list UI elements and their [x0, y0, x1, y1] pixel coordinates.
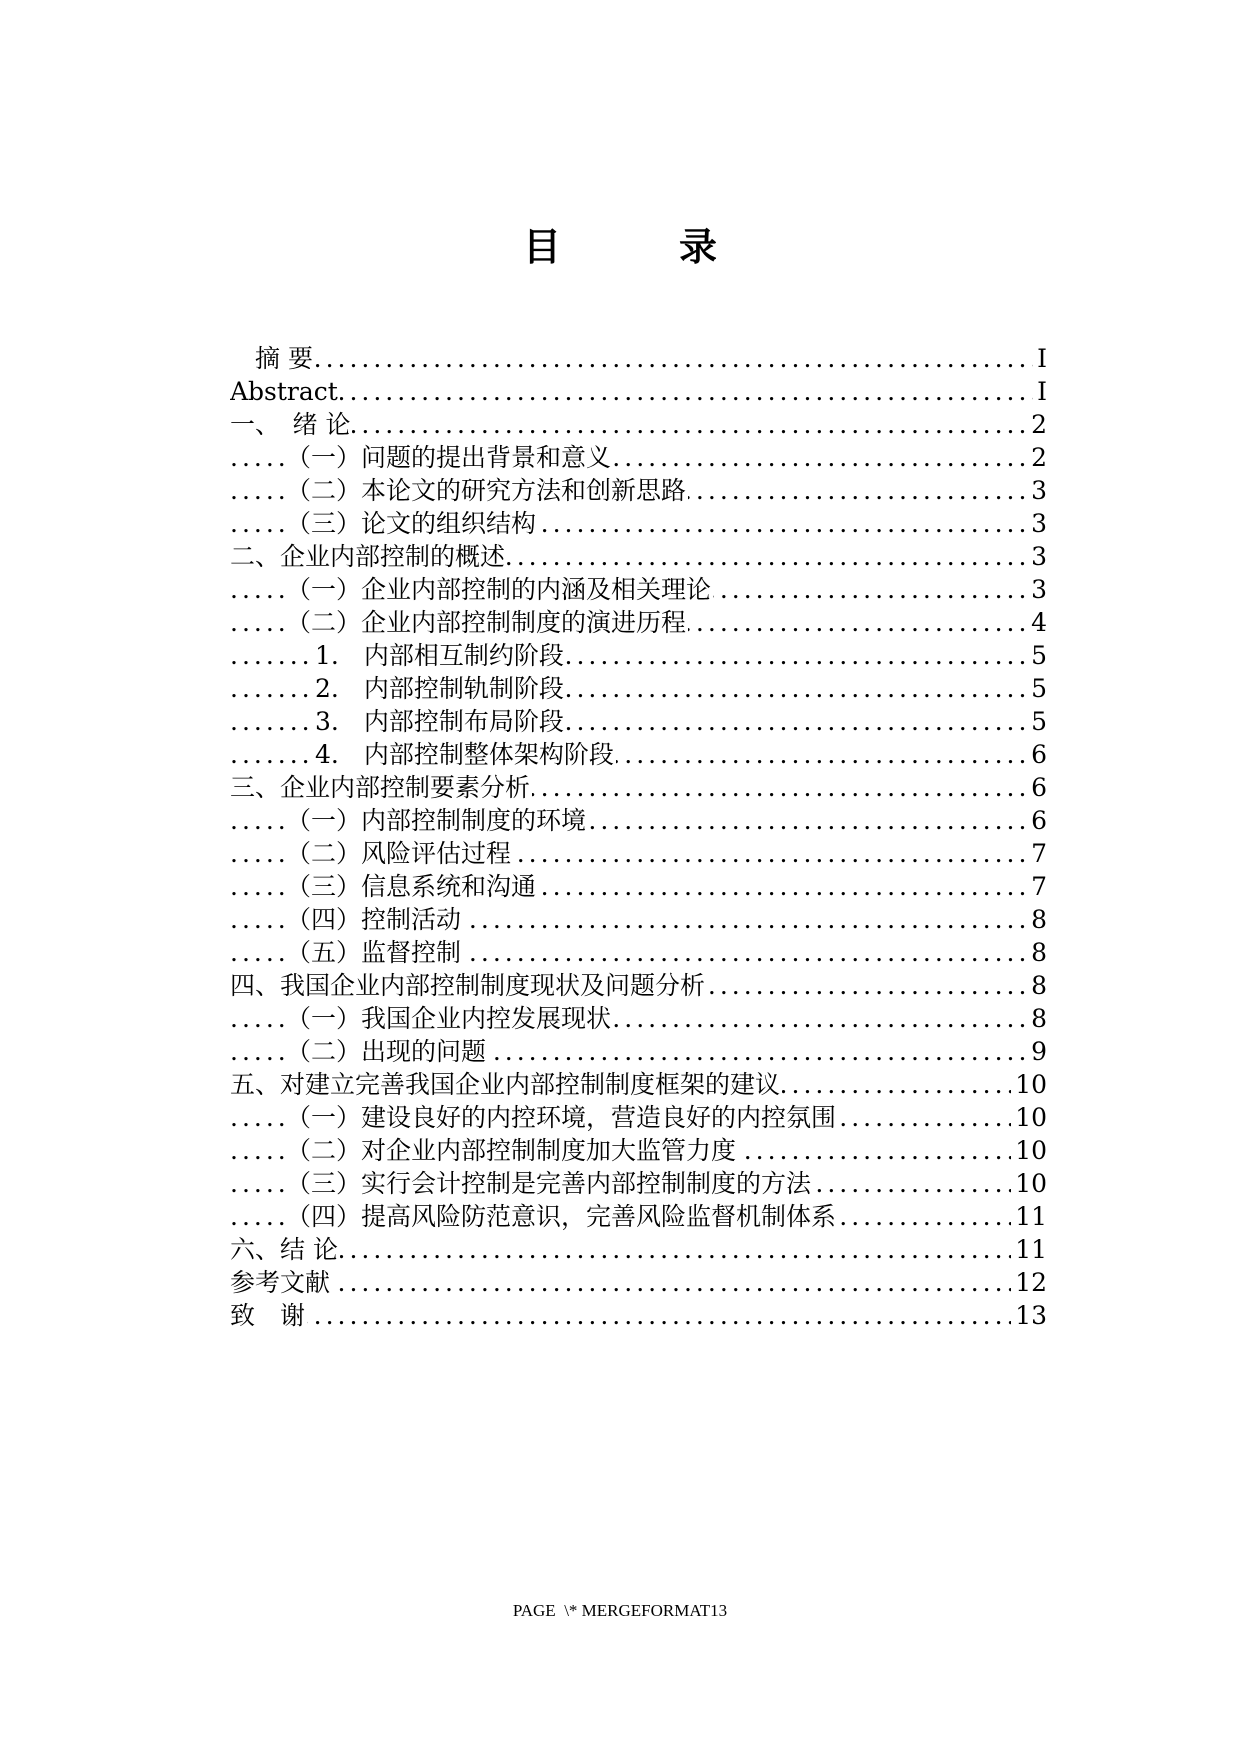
- toc-entry-page-number: 7: [1027, 870, 1047, 903]
- toc-entry-label: 一、 绪 论: [230, 410, 351, 439]
- toc-entry[interactable]: [230, 474, 1047, 507]
- toc-entry[interactable]: [230, 903, 1047, 936]
- toc-entry-page-number: 5: [1027, 672, 1047, 705]
- toc-entry[interactable]: [230, 639, 1047, 672]
- toc-entry-label: （四）提高风险防范意识，完善风险监督机制体系: [286, 1202, 837, 1231]
- toc-entry[interactable]: [230, 540, 1047, 573]
- toc-entry-page-number: 5: [1027, 705, 1047, 738]
- toc-entry[interactable]: [230, 1035, 1047, 1068]
- toc-entry-page-number: 4: [1027, 606, 1047, 639]
- toc-entry-page-number: 12: [1011, 1266, 1047, 1299]
- toc-entry[interactable]: [230, 1134, 1047, 1167]
- toc-entry[interactable]: [230, 408, 1047, 441]
- toc-entry-label: （四）控制活动: [286, 905, 462, 934]
- toc-entry-label: （二）企业内部控制制度的演进历程: [286, 608, 687, 637]
- toc-entry-label: 3. 内部控制布局阶段: [315, 707, 564, 736]
- toc-entry[interactable]: [230, 837, 1047, 870]
- toc-entry[interactable]: [230, 936, 1047, 969]
- toc-entry[interactable]: [230, 1200, 1047, 1233]
- toc-entry-label: 二、企业内部控制的概述: [230, 542, 506, 571]
- toc-entry[interactable]: [230, 441, 1047, 474]
- toc-entry[interactable]: [230, 672, 1047, 705]
- table-of-contents: [230, 342, 1047, 1332]
- toc-entry[interactable]: [230, 1002, 1047, 1035]
- toc-entry-page-number: 8: [1027, 936, 1047, 969]
- toc-entry-label: （五）监督控制: [286, 938, 462, 967]
- toc-entry-label: 参考文献: [230, 1268, 331, 1297]
- toc-entry-page-number: 5: [1027, 639, 1047, 672]
- toc-entry-page-number: 10: [1011, 1134, 1047, 1167]
- toc-entry-page-number: 3: [1027, 507, 1047, 540]
- toc-entry[interactable]: [230, 1167, 1047, 1200]
- toc-entry-label: 三、企业内部控制要素分析: [230, 773, 531, 802]
- toc-entry-page-number: 10: [1011, 1101, 1047, 1134]
- toc-entry-label: （二）风险评估过程: [286, 839, 512, 868]
- toc-entry-page-number: 3: [1027, 474, 1047, 507]
- toc-entry-page-number: 8: [1027, 1002, 1047, 1035]
- toc-entry-page-number: 7: [1027, 837, 1047, 870]
- toc-entry-page-number: 10: [1011, 1068, 1047, 1101]
- toc-entry-label: 六、结 论: [230, 1235, 338, 1264]
- toc-entry-label: 四、我国企业内部控制制度现状及问题分析: [230, 971, 706, 1000]
- toc-entry[interactable]: [230, 804, 1047, 837]
- toc-entry[interactable]: [230, 969, 1047, 1002]
- toc-entry-page-number: 6: [1027, 771, 1047, 804]
- toc-entry[interactable]: [230, 1299, 1047, 1332]
- toc-entry-label: 致 谢: [230, 1301, 306, 1330]
- toc-entry-page-number: 10: [1011, 1167, 1047, 1200]
- toc-entry-page-number: 2: [1027, 408, 1047, 441]
- toc-entry-label: （一）建设良好的内控环境，营造良好的内控氛围: [286, 1103, 837, 1132]
- toc-entry-label: （三）论文的组织结构: [286, 509, 537, 538]
- toc-entry-page-number: 11: [1011, 1200, 1047, 1233]
- toc-entry[interactable]: [230, 771, 1047, 804]
- toc-entry-label: （二）本论文的研究方法和创新思路: [286, 476, 687, 505]
- toc-entry-page-number: 3: [1027, 540, 1047, 573]
- toc-entry-label: 摘 要: [230, 344, 313, 373]
- toc-entry[interactable]: [230, 1101, 1047, 1134]
- page-title: 目 录: [522, 224, 757, 269]
- toc-entry-page-number: I: [1033, 342, 1047, 375]
- toc-entry-label: （三）信息系统和沟通: [286, 872, 537, 901]
- toc-entry[interactable]: [230, 606, 1047, 639]
- toc-entry-page-number: 6: [1027, 738, 1047, 771]
- toc-entry-label: 4. 内部控制整体架构阶段: [315, 740, 614, 769]
- toc-entry-page-number: 11: [1011, 1233, 1047, 1266]
- toc-entry-label: （三）实行会计控制是完善内部控制制度的方法: [286, 1169, 812, 1198]
- toc-entry[interactable]: [230, 507, 1047, 540]
- toc-entry[interactable]: [230, 1233, 1047, 1266]
- toc-entry-page-number: 6: [1027, 804, 1047, 837]
- toc-entry-page-number: 8: [1027, 969, 1047, 1002]
- toc-entry[interactable]: [230, 1068, 1047, 1101]
- toc-entry-page-number: 9: [1027, 1035, 1047, 1068]
- toc-entry-label: 五、对建立完善我国企业内部控制制度框架的建议: [230, 1070, 781, 1099]
- toc-entry-label: （一）内部控制制度的环境: [286, 806, 587, 835]
- toc-entry-label: （一）问题的提出背景和意义: [286, 443, 612, 472]
- toc-entry[interactable]: [230, 573, 1047, 606]
- toc-entry-label: Abstract: [230, 377, 338, 406]
- toc-entry[interactable]: [230, 870, 1047, 903]
- toc-entry-page-number: 2: [1027, 441, 1047, 474]
- toc-entry[interactable]: [230, 342, 1047, 375]
- toc-entry-label: （一）我国企业内控发展现状: [286, 1004, 612, 1033]
- toc-entry-page-number: 3: [1027, 573, 1047, 606]
- toc-entry-label: 2. 内部控制轨制阶段: [315, 674, 564, 703]
- toc-entry-page-number: 13: [1011, 1299, 1047, 1332]
- toc-entry-label: （二）对企业内部控制制度加大监管力度: [286, 1136, 737, 1165]
- toc-entry-label: （二）出现的问题: [286, 1037, 487, 1066]
- toc-entry-label: （一）企业内部控制的内涵及相关理论: [286, 575, 712, 604]
- toc-entry[interactable]: [230, 738, 1047, 771]
- toc-entry[interactable]: [230, 705, 1047, 738]
- page-footer: PAGE \* MERGEFORMAT13: [512, 1601, 728, 1620]
- toc-entry[interactable]: [230, 1266, 1047, 1299]
- toc-entry[interactable]: [230, 375, 1047, 408]
- toc-entry-label: 1. 内部相互制约阶段: [315, 641, 564, 670]
- toc-entry-page-number: I: [1033, 375, 1047, 408]
- toc-entry-page-number: 8: [1027, 903, 1047, 936]
